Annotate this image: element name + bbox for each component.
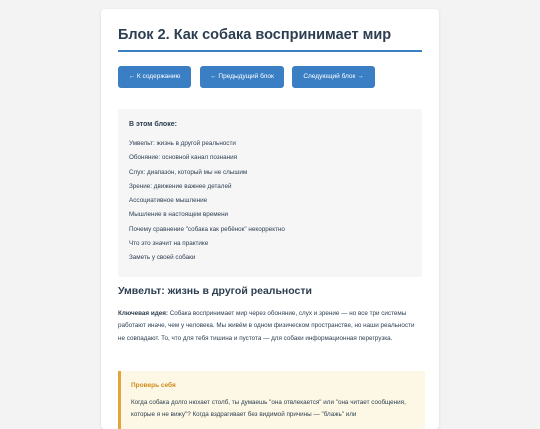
key-idea-label: Ключевая идея: (118, 310, 168, 317)
page-title: Блок 2. Как собака воспринимает мир (118, 27, 392, 43)
previous-block-button[interactable]: ← Предыдущий блок (200, 66, 284, 88)
toc-list (129, 140, 285, 269)
content-card (101, 9, 439, 429)
toc-item-smell[interactable]: Обоняние: основной канал познания (129, 154, 238, 162)
section-heading: Умвельт: жизнь в другой реальности (118, 285, 312, 297)
next-block-button[interactable]: Следующий блок → (292, 66, 375, 88)
toc-item-vision[interactable]: Зрение: движение важнее деталей (129, 182, 232, 190)
toc-item-hearing[interactable]: Слух: диапазон, который мы не слышим (129, 168, 248, 176)
table-of-contents (118, 109, 422, 277)
contents-button[interactable]: ← К содержанию (118, 66, 191, 88)
toc-heading: В этом блоке: (129, 121, 177, 128)
key-idea-paragraph (118, 308, 418, 345)
toc-item-child-comparison[interactable]: Почему сравнение "собака как ребёнок" некорректно (129, 225, 285, 233)
title-divider (118, 50, 422, 52)
toc-item-practice[interactable]: Что это значит на практике (129, 240, 209, 248)
callout-title: Проверь себя (131, 382, 176, 389)
toc-item-present-thinking[interactable]: Мышление в настоящем времени (129, 211, 229, 219)
toc-item-observe[interactable]: Заметь у своей собаки (129, 254, 196, 262)
self-check-callout (118, 371, 425, 429)
callout-text: Когда собака долго нюхает столб, ты думаешь "она отвлекается" или "она читает сообщения, которые я не вижу"? Когда вздрагивает без видимой причины — "блажь" или (131, 399, 406, 418)
key-idea-text: Собака воспринимает мир через обоняние, слух и зрение — но все три системы работают иначе, чем у человека. Мы живём в одном физическом пространстве, но наши реальности не совпадают. То, что для тебя тишина и пустота — для собаки информационная перегрузка. (118, 310, 415, 342)
toc-item-umwelt[interactable]: Умвельт: жизнь в другой реальности (129, 140, 236, 147)
toc-item-associative-thinking[interactable]: Ассоциативное мышление (129, 197, 208, 205)
